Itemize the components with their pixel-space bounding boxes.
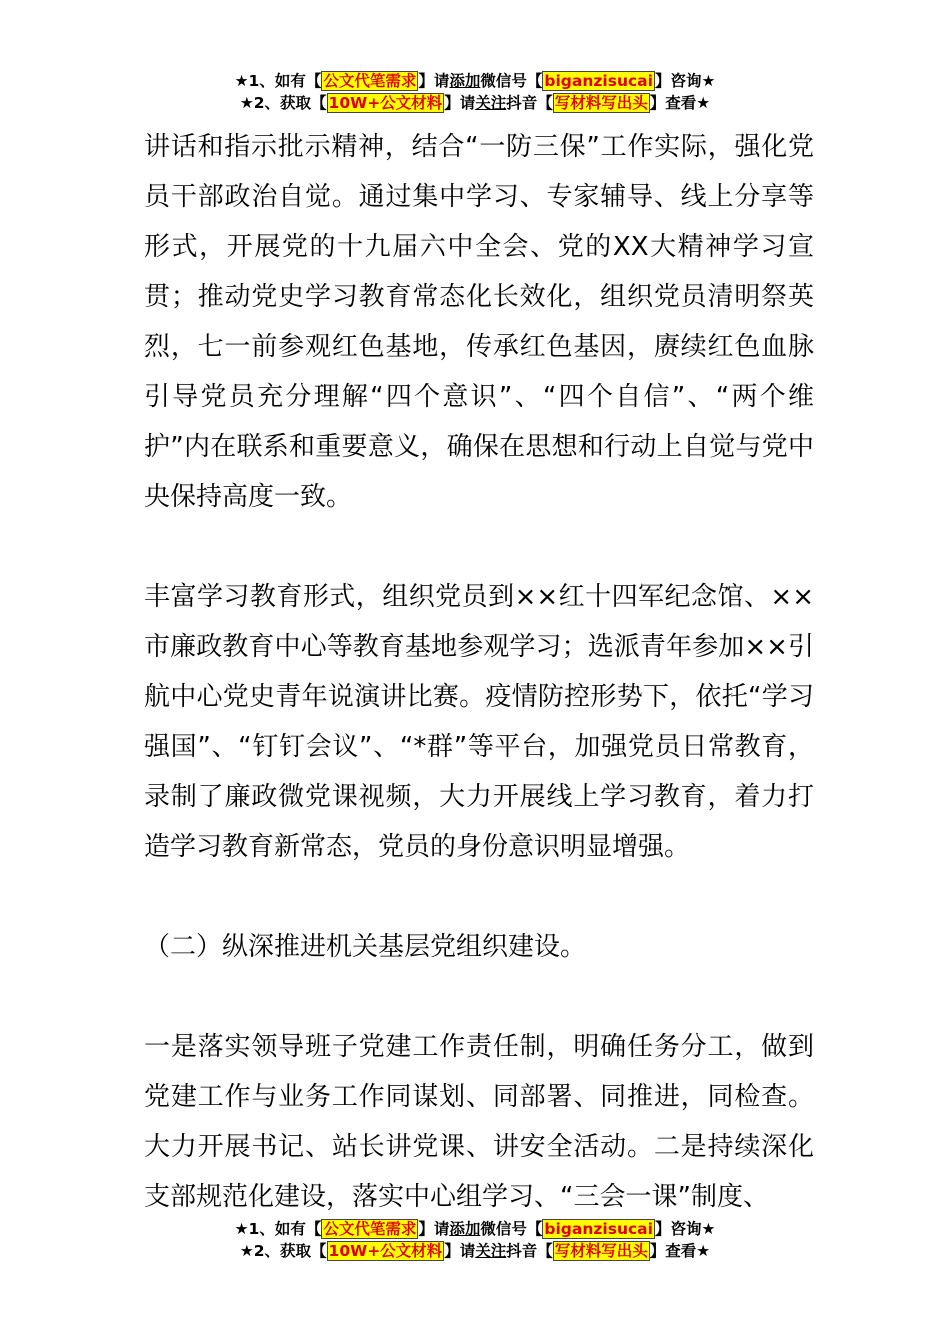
paragraph-spacer: [144, 872, 814, 922]
banner-underlined: 关注: [475, 94, 507, 112]
paragraph-spacer: [144, 522, 814, 572]
banner-text: 微信号【: [480, 1220, 543, 1238]
banner-highlight: 写材料写出头: [554, 94, 648, 112]
banner-highlight: 公文代笔需求: [323, 72, 417, 90]
banner-highlight: 公文代笔需求: [323, 1220, 417, 1238]
body-paragraph: 丰富学习教育形式，组织党员到××红十四军纪念馆、××市廉政教育中心等教育基地参观学习；选派青年参加××引航中心党史青年说演讲比赛。疫情防控形势下，依托“学习强国”、“钉钉会议”、“*群”等平台，加强党员日常教育，录制了廉政微党课视频，大力开展线上学习教育，着力打造学习教育新常态，党员的身份意识明显增强。: [144, 582, 814, 862]
banner-highlight: biganzisucai: [544, 72, 653, 90]
banner-underlined: 添加: [449, 1220, 481, 1238]
banner-highlight: 写材料写出头: [554, 1242, 648, 1260]
banner-text: 】请: [418, 1220, 450, 1238]
banner-highlight: 10W+公文材料: [328, 94, 443, 112]
banner-text: ★2、获取【: [239, 94, 327, 112]
banner-underlined: 添加: [449, 72, 481, 90]
banner-line-1: [0, 1218, 950, 1240]
body-paragraph: 讲话和指示批示精神，结合“一防三保”工作实际，强化党员干部政治自觉。通过集中学习、专家辅导、线上分享等形式，开展党的十九届六中全会、党的XX大精神学习宣贯；推动党史学习教育常态化长效化，组织党员清明祭英烈，七一前参观红色基地，传承红色基因，赓续红色血脉引导党员充分理解“四个意识”、“四个自信”、“两个维护”内在联系和重要意义，确保在思想和行动上自觉与党中央保持高度一致。: [144, 132, 814, 512]
footer-banner: [0, 1218, 950, 1262]
banner-text: ★1、如有【: [234, 1220, 322, 1238]
header-banner: [0, 70, 950, 114]
banner-line-2: [0, 1240, 950, 1262]
banner-text: 】请: [444, 94, 476, 112]
banner-text: 】请: [418, 72, 450, 90]
section-heading: （二）纵深推进机关基层党组织建设。: [144, 932, 587, 962]
banner-line-1: [0, 70, 950, 92]
body-paragraph: 一是落实领导班子党建工作责任制，明确任务分工，做到党建工作与业务工作同谋划、同部署、同推进，同检查。大力开展书记、站长讲党课、讲安全活动。二是持续深化支部规范化建设，落实中心组学习、“三会一课”制度、: [144, 1032, 814, 1212]
banner-text: 】查看★: [649, 94, 711, 112]
banner-text: 抖音【: [506, 94, 553, 112]
document-body: [144, 122, 814, 1222]
banner-text: 】查看★: [649, 1242, 711, 1260]
banner-underlined: 关注: [475, 1242, 507, 1260]
banner-text: 】请: [444, 1242, 476, 1260]
banner-text: ★2、获取【: [239, 1242, 327, 1260]
banner-text: ★1、如有【: [234, 72, 322, 90]
banner-highlight: biganzisucai: [544, 1220, 653, 1238]
banner-line-2: [0, 92, 950, 114]
banner-text: 】咨询★: [654, 72, 716, 90]
banner-text: 微信号【: [480, 72, 543, 90]
banner-text: 抖音【: [506, 1242, 553, 1260]
paragraph-spacer: [144, 972, 814, 1022]
banner-text: 】咨询★: [654, 1220, 716, 1238]
banner-highlight: 10W+公文材料: [328, 1242, 443, 1260]
